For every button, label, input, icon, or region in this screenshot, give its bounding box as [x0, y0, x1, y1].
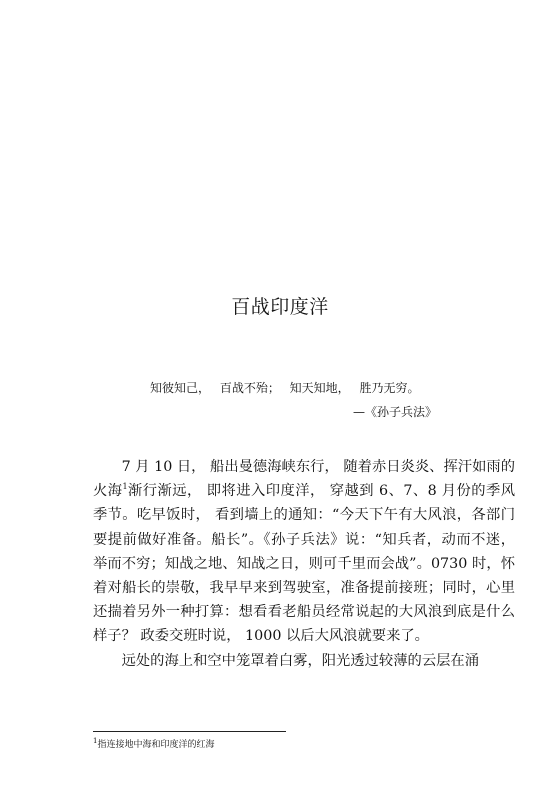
paragraph-1-text-a: 7 月 10 日， 船出曼德海峡东行， 随着赤日炎炎、挥汗如雨的火海 [93, 459, 515, 500]
footnote-divider [93, 731, 286, 732]
epigraph-source: —《孙子兵法》 [353, 405, 438, 419]
footnote [93, 737, 214, 750]
chapter-title: 百战印度洋 [231, 296, 329, 318]
epigraph-quote: 知彼知己， 百战不殆； 知天知地， 胜乃无穷。 [150, 381, 420, 395]
footnote-number: 1 [93, 737, 98, 745]
footnote-reference[interactable]: 1 [122, 482, 128, 492]
paragraph-2: 远处的海上和空中笼罩着白雾，阳光透过较薄的云层在涌 [121, 652, 480, 669]
paragraph-1-text-b: 渐行渐远， 即将进入印度洋， 穿越到 6、7、8 月份的季风季节。吃早饭时， 看到墙上的通知：“今天下午有大风浪，各部门要提前做好准备。船长”。《孙子兵法》说：“知兵者，动而不迷，举而不穷；知战之地、知战之日，则可千里而会战”。0730 时，怀着对船长的崇敬，我早早来到驾驶室，准备提前接班；同时，心里还揣着另外一种打算：想看看老船员经常说起的大风浪到底是什么样子？ 政委交班时说， 1000 以后大风浪就要来了。 [93, 483, 515, 645]
paragraph-1 [93, 455, 515, 649]
body-text [93, 455, 515, 673]
footnote-text: 指连接地中海和印度洋的红海 [97, 740, 215, 750]
